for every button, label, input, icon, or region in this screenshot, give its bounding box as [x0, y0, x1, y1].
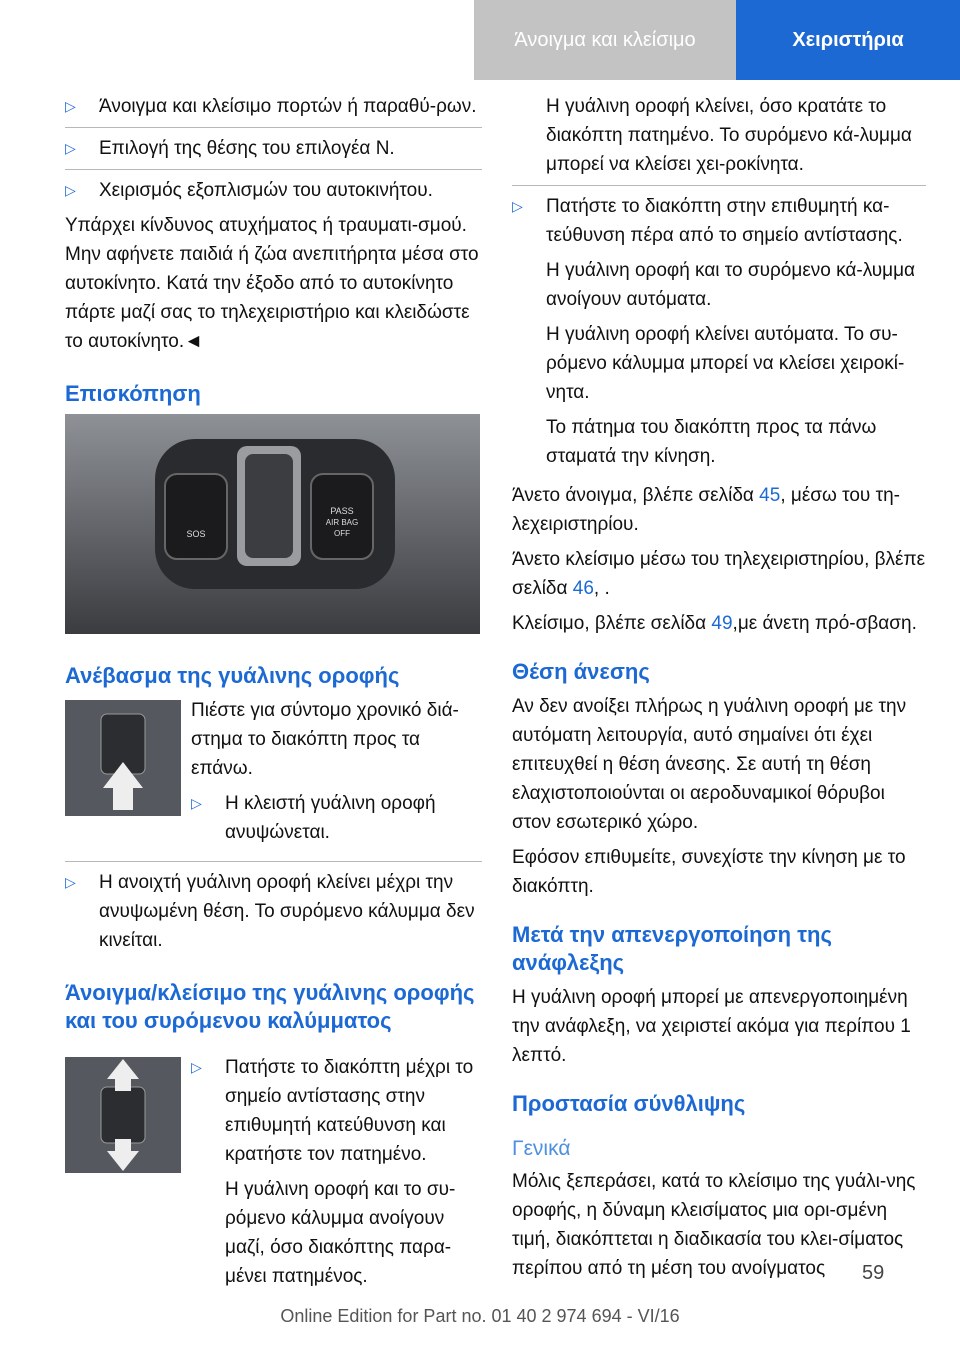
ignition-text: Η γυάλινη οροφή μπορεί με απενεργοποιημένη την ανάφλεξη, να χειριστεί ακόμα για περίπου 1 λεπτό.: [512, 987, 911, 1066]
triangle-arrow-icon: ▷: [191, 1059, 202, 1075]
openclose-figure-row: [65, 1053, 482, 1297]
warning-text: Υπάρχει κίνδυνος ατυχήματος ή τραυματι-σμού. Μην αφήνετε παιδιά ή ζώα ανεπιτήρητα μέσα στο αυτοκίνητο. Κατά την έξοδο από το αυτοκίνητο πάρτε μαζί σας το τηλεχειριστήριο και κλειδώστε το αυτοκίνητο.◄: [65, 215, 479, 352]
off-label: OFF: [334, 529, 350, 538]
raise-figure-row: [65, 696, 482, 853]
right-cont-2: Η γυάλινη οροφή και το συρόμενο κά-λυμμα ανοίγουν αυτόματα.: [546, 260, 916, 310]
page-number: 59: [862, 1262, 885, 1284]
comfort-text: Αν δεν ανοίξει πλήρως η γυάλινη οροφή με την αυτόματη λειτουργία, αυτό σημαίνει ότι έχει επιτευχθεί η θέση άνεσης. Σε αυτή τη θέση ελαχιστοποιούνται οι αεροδυναμικοί θόρυβοι στον εσωτερικό χώρο.: [512, 696, 907, 833]
triangle-arrow-icon: ▷: [65, 874, 76, 890]
list-item: ▷ Η ανοιχτή γυάλινη οροφή κλείνει μέχρι την ανυψωμένη θέση. Το συρόμενο κάλυμμα δεν κινείται.: [65, 868, 482, 955]
oc-continuation: Η γυάλινη οροφή και το συ-ρόμενο κάλυμμα ανοίγουν μαζί, όσο διακόπτης παρα-μένει πατημένος.: [225, 1179, 456, 1287]
list-item: ▷ Πατήστε το διακόπτη στην επιθυμητή κα-τεύθυνση πέρα από το σημείο αντίστασης.: [512, 192, 926, 250]
arrow-updown-icon: [65, 1057, 181, 1173]
roof-console-photo: [65, 414, 480, 634]
divider: [65, 169, 482, 170]
left-column: [65, 92, 482, 1297]
raise-text: Πιέστε για σύντομο χρονικό διά-στημα το διακόπτη προς τα επάνω.: [191, 700, 459, 779]
triangle-arrow-icon: ▷: [65, 98, 76, 114]
general-heading: Γενικά: [512, 1137, 571, 1160]
right-cont-1: Η γυάλινη οροφή κλείνει, όσο κρατάτε το διακόπτη πατημένο. Το συρόμενο κά-λυμμα μπορεί να κλείσει χει-ροκίνητα.: [546, 96, 912, 175]
page-link-49[interactable]: 49: [711, 613, 733, 634]
sos-label: SOS: [186, 529, 206, 539]
roof-console-illustration: [65, 414, 480, 634]
openclose-heading: Άνοιγμα/κλείσιμο της γυάλινης οροφής και του συρόμενου καλύμματος: [65, 980, 475, 1033]
list-item: ▷ Επιλογή της θέσης του επιλογέα N.: [65, 134, 482, 163]
right-column: [512, 92, 926, 1289]
comfort-text-2: Εφόσον επιθυμείτε, συνεχίστε την κίνηση με το διακόπτη.: [512, 847, 906, 897]
divider: [512, 185, 926, 186]
general-text: Μόλις ξεπεράσει, κατά το κλείσιμο της γυάλι-νης οροφής, η δύναμη κλεισίματος μια ορι-σμένη τιμή, διακόπτεται η διαδικασία του κλει-σίματος περίπου από τη μέση του ανοίγματος: [512, 1171, 916, 1279]
ignition-heading: Μετά την απενεργοποίηση της ανάφλεξης: [512, 922, 832, 975]
divider: [65, 127, 482, 128]
triangle-arrow-icon: ▷: [191, 795, 202, 811]
divider: [65, 861, 482, 862]
page-link-46[interactable]: 46: [572, 578, 594, 599]
pinch-heading: Προστασία σύνθλιψης: [512, 1091, 746, 1116]
list-item: ▷ Άνοιγμα και κλείσιμο πορτών ή παραθύ-ρων.: [65, 92, 482, 121]
right-cont-3: Η γυάλινη οροφή κλείνει αυτόματα. Το συ-ρόμενο κάλυμμα μπορεί να κλείσει χειροκί-νητα.: [546, 324, 905, 403]
list-item: ▷ Χειρισμός εξοπλισμών του αυτοκινήτου.: [65, 176, 482, 205]
comfort-open-ref: Άνετο άνοιγμα, βλέπε σελίδα 45, μέσω του τη-λεχειριστηρίου.: [512, 485, 900, 535]
page-link-45[interactable]: 45: [759, 485, 781, 506]
close-ref: Κλείσιμο, βλέπε σελίδα 49,με άνετη πρό-σβαση.: [512, 613, 917, 634]
header-chapter: Χειριστήρια: [736, 0, 960, 80]
list-item: ▷ Η κλειστή γυάλινη οροφή ανυψώνεται.: [191, 789, 482, 847]
airbag-label: AIR BAG: [325, 518, 359, 527]
switch-up-thumbnail: [65, 700, 181, 816]
switch-updown-thumbnail: [65, 1057, 181, 1173]
overview-heading: Επισκόπηση: [65, 381, 201, 406]
triangle-arrow-icon: ▷: [512, 198, 523, 214]
header-section: Άνοιγμα και κλείσιμο: [474, 0, 736, 80]
comfort-close-ref: Άνετο κλείσιμο μέσω του τηλεχειριστηρίου, βλέπε σελίδα 46, .: [512, 549, 926, 599]
triangle-arrow-icon: ▷: [65, 182, 76, 198]
footer-edition: Online Edition for Part no. 01 40 2 974 694 - VI/16: [280, 1306, 680, 1326]
arrow-up-icon: [65, 700, 181, 816]
pass-label: PASS: [330, 506, 354, 516]
list-item: ▷ Πατήστε το διακόπτη μέχρι το σημείο αντίστασης στην επιθυμητή κατεύθυνση και κρατήστε τον πατημένο.: [191, 1053, 482, 1169]
raise-heading: Ανέβασμα της γυάλινης οροφής: [65, 663, 400, 688]
comfort-heading: Θέση άνεσης: [512, 659, 650, 684]
right-cont-4: Το πάτημα του διακόπτη προς τα πάνω σταματά την κίνηση.: [546, 417, 877, 467]
triangle-arrow-icon: ▷: [65, 140, 76, 156]
